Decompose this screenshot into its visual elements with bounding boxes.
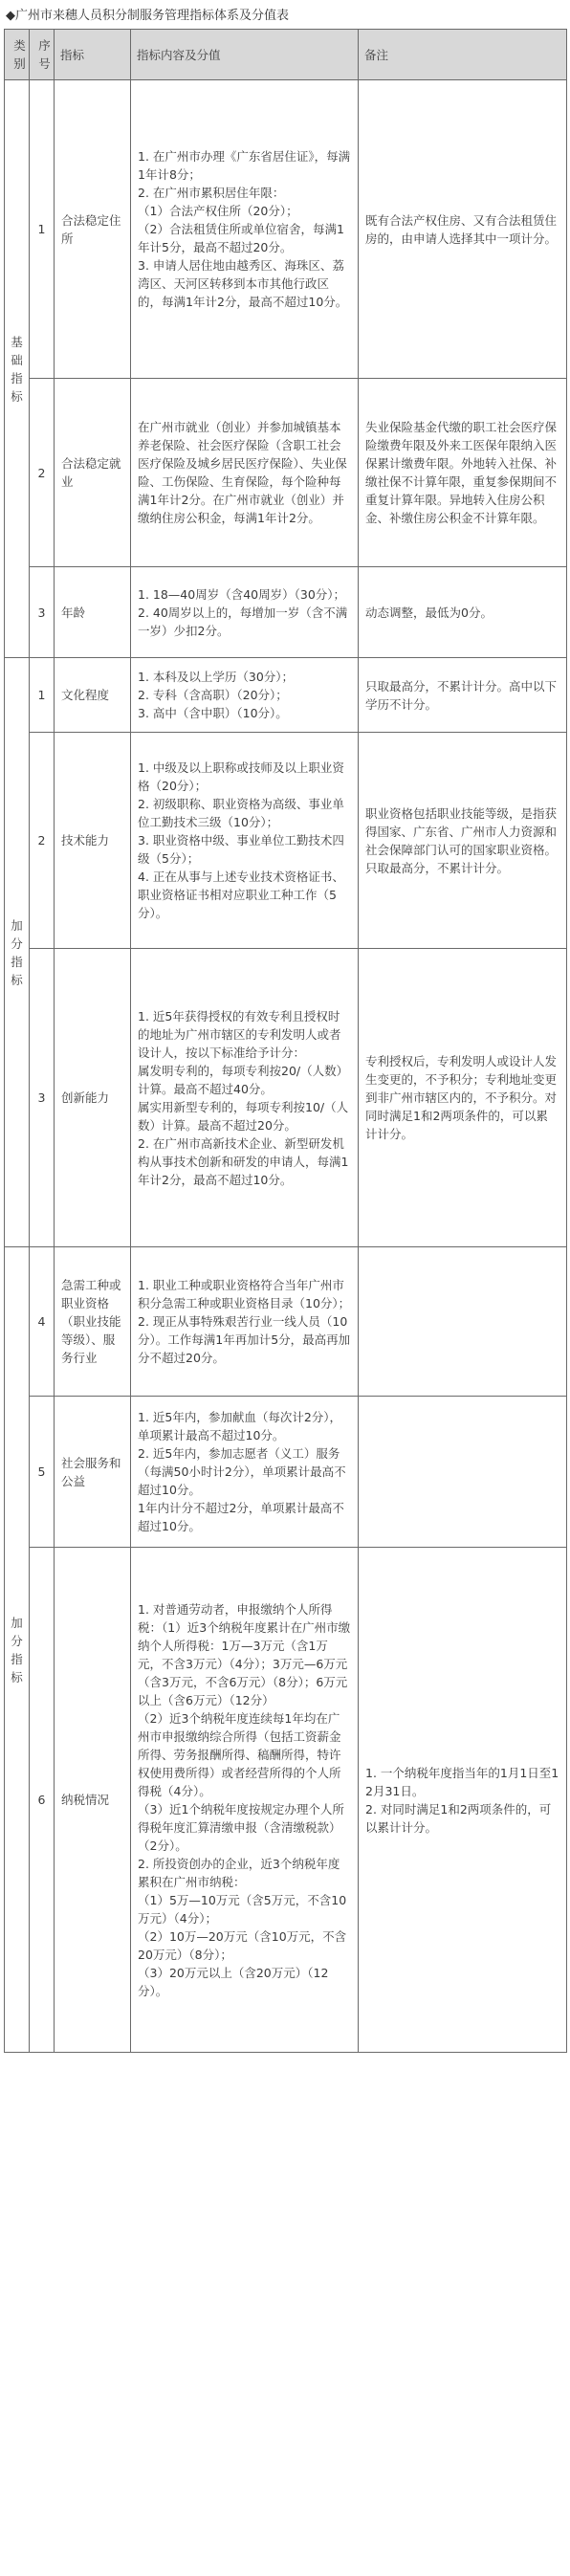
header-note: 备注 — [359, 30, 567, 80]
header-indicator: 指标 — [55, 30, 131, 80]
number-cell: 2 — [30, 733, 55, 949]
note-cell: 动态调整，最低为0分。 — [359, 567, 567, 658]
number-cell: 3 — [30, 949, 55, 1247]
number-cell: 1 — [30, 80, 55, 379]
content-cell: 1. 近5年获得授权的有效专利且授权时的地址为广州市辖区的专利发明人或者设计人，按以下标准给予计分： 属发明专利的，每项专利按20/（人数）计算。最高不超过40分。 属实用新型专利的，每项专利按10/（人数）计算。最高不超过20分。 2. 在广州市高新技术企业、新型研发机构从事技术创新和研发的申请人，每满1年计2分，最高不超过10分。 — [131, 949, 359, 1247]
number-cell: 5 — [30, 1397, 55, 1548]
category-cell: 基 础 指 标 — [5, 80, 30, 658]
content-cell: 1. 中级及以上职称或技师及以上职业资格（20分）； 2. 初级职称、职业资格为高级、事业单位工勤技术三级（10分）； 3. 职业资格中级、事业单位工勤技术四级（5分）； 4. 正在从事与上述专业技术资格证书、职业资格证书相对应职业工种工作（5分）。 — [131, 733, 359, 949]
note-cell: 既有合法产权住房、又有合法租赁住房的，由申请人选择其中一项计分。 — [359, 80, 567, 379]
number-cell: 2 — [30, 379, 55, 567]
number-cell: 3 — [30, 567, 55, 658]
indicator-cell: 合法稳定就业 — [55, 379, 131, 567]
note-cell: 专利授权后，专利发明人或设计人发生变更的，不予积分；专利地址变更到非广州市辖区内的，不予积分。对同时满足1和2两项条件的，可以累计计分。 — [359, 949, 567, 1247]
content-cell: 1. 职业工种或职业资格符合当年广州市积分急需工种或职业资格目录（10分）； 2. 现正从事特殊艰苦行业一线人员（10分）。工作每满1年再加计5分，最高再加分不超过20分。 — [131, 1247, 359, 1397]
indicator-cell: 文化程度 — [55, 658, 131, 733]
content-cell: 在广州市就业（创业）并参加城镇基本养老保险、社会医疗保险（含职工社会医疗保险及城乡居民医疗保险）、失业保险、工伤保险、生育保险，每个险种每满1年计2分。在广州市就业（创业）并缴纳住房公积金，每满1年计2分。 — [131, 379, 359, 567]
table-row — [5, 733, 567, 949]
table-header-row — [5, 30, 567, 80]
indicator-cell: 创新能力 — [55, 949, 131, 1247]
indicator-cell: 合法稳定住所 — [55, 80, 131, 379]
indicator-cell: 纳税情况 — [55, 1548, 131, 2053]
indicator-cell: 急需工种或职业资格（职业技能等级）、服务行业 — [55, 1247, 131, 1397]
indicator-cell: 社会服务和公益 — [55, 1397, 131, 1548]
indicator-cell: 年龄 — [55, 567, 131, 658]
category-cell: 加 分 指 标 — [5, 658, 30, 1247]
number-cell: 4 — [30, 1247, 55, 1397]
category-cell: 加 分 指 标 — [5, 1247, 30, 2053]
header-number: 序 号 — [30, 30, 55, 80]
page-title: ◆广州市来穗人员积分制服务管理指标体系及分值表 — [6, 9, 289, 23]
table-row — [5, 379, 567, 567]
number-cell: 6 — [30, 1548, 55, 2053]
note-cell: 职业资格包括职业技能等级，是指获得国家、广东省、广州市人力资源和社会保障部门认可的国家职业资格。只取最高分，不累计计分。 — [359, 733, 567, 949]
content-cell: 1. 本科及以上学历（30分）； 2. 专科（含高职）（20分）； 3. 高中（含中职）（10分）。 — [131, 658, 359, 733]
table-row — [5, 1397, 567, 1548]
content-cell: 1. 对普通劳动者，申报缴纳个人所得税：（1）近3个纳税年度累计在广州市缴纳个人所得税：1万—3万元（含1万元，不含3万元）（4分）；3万元—6万元（含3万元，不含6万元）（8分）；6万元以上（含6万元）（12分） （2）近3个纳税年度连续每1年均在广州市申报缴纳综合所得（包括工资薪金所得、劳务报酬所得、稿酬所得，特许权使用费所得）或者经营所得的个人所得税（4分）。 （3）近1个纳税年度按规定办理个人所得税年度汇算清缴申报（含清缴税款）（2分）。 2. 所投资创办的企业，近3个纳税年度累积在广州市纳税： （1）5万—10万元（含5万元，不含10万元）（4分）； （2）10万—20万元（含10万元，不含20万元）（8分）； （3）20万元以上（含20万元）（12分）。 — [131, 1548, 359, 2053]
note-cell: 只取最高分，不累计计分。高中以下学历不计分。 — [359, 658, 567, 733]
number-cell: 1 — [30, 658, 55, 733]
content-cell: 1. 近5年内，参加献血（每次计2分），单项累计最高不超过10分。 2. 近5年内，参加志愿者（义工）服务（每满50小时计2分），单项累计最高不超过10分。 1年内计分不超过2分，单项累计最高不超过10分。 — [131, 1397, 359, 1548]
header-content: 指标内容及分值 — [131, 30, 359, 80]
content-cell: 1. 18—40周岁（含40周岁）（30分）； 2. 40周岁以上的，每增加一岁（含不满一岁）少扣2分。 — [131, 567, 359, 658]
header-category: 类 别 — [5, 30, 30, 80]
table-row — [5, 1548, 567, 2053]
note-cell: 1. 一个纳税年度指当年的1月1日至12月31日。 2. 对同时满足1和2两项条件的，可以累计计分。 — [359, 1548, 567, 2053]
table-row — [5, 658, 567, 733]
table-row — [5, 949, 567, 1247]
content-cell: 1. 在广州市办理《广东省居住证》，每满1年计8分； 2. 在广州市累积居住年限： （1）合法产权住所（20分）； （2）合法租赁住所或单位宿舍，每满1年计5分，最高不超过20分。 3. 申请人居住地由越秀区、海珠区、荔湾区、天河区转移到本市其他行政区的，每满1年计2分，最高不超过10分。 — [131, 80, 359, 379]
note-cell: 失业保险基金代缴的职工社会医疗保险缴费年限及外来工医保年限纳入医保累计缴费年限。外地转入社保、补缴社保不计算年限，重复参保期间不重复计算年限。异地转入住房公积金、补缴住房公积金不计算年限。 — [359, 379, 567, 567]
table-row — [5, 567, 567, 658]
indicator-cell: 技术能力 — [55, 733, 131, 949]
points-table — [4, 29, 567, 2053]
note-cell — [359, 1247, 567, 1397]
note-cell — [359, 1397, 567, 1548]
table-row — [5, 1247, 567, 1397]
table-row — [5, 80, 567, 379]
